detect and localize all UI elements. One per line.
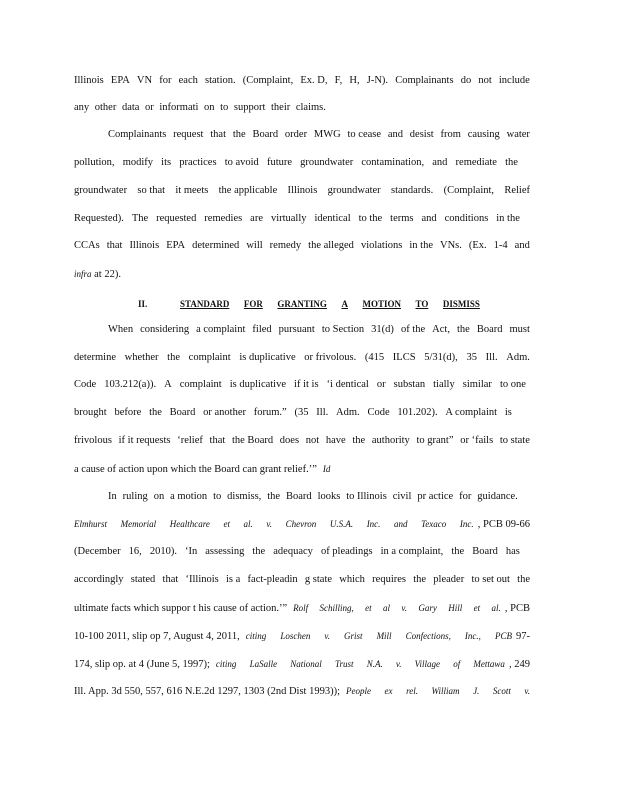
word: pleader bbox=[433, 574, 465, 585]
word: 2010). bbox=[149, 546, 177, 557]
word: order bbox=[284, 129, 308, 140]
word: is a bbox=[226, 574, 241, 585]
word: forum.” bbox=[253, 407, 287, 418]
citation-word: v. bbox=[524, 686, 530, 696]
word: or another bbox=[203, 407, 246, 418]
word: for bbox=[159, 75, 172, 86]
word: Board bbox=[472, 546, 498, 557]
citation-word: v. bbox=[395, 659, 402, 669]
word: guidance. bbox=[477, 491, 518, 502]
citation-word: Mill bbox=[376, 631, 392, 641]
text-line bbox=[74, 462, 530, 476]
word: is duplicative bbox=[229, 379, 287, 390]
word: that bbox=[106, 240, 123, 251]
word: The bbox=[131, 213, 149, 224]
text-segment: a cause of action upon which the Board can grant relief.’” bbox=[74, 464, 317, 475]
word: Illinois bbox=[129, 240, 160, 251]
text-segment: at 22). bbox=[94, 269, 121, 280]
word: EPA bbox=[166, 240, 186, 251]
heading-word: MOTION bbox=[362, 299, 401, 309]
heading-word: GRANTING bbox=[277, 299, 327, 309]
citation-text: infra bbox=[74, 269, 92, 279]
word: EPA bbox=[110, 75, 130, 86]
word: terms bbox=[390, 213, 414, 224]
word: ILCS bbox=[392, 352, 416, 363]
word: future bbox=[266, 157, 293, 168]
text-segment: , 249 bbox=[509, 659, 530, 670]
word: modify bbox=[122, 157, 154, 168]
word: is duplicative bbox=[239, 352, 296, 363]
word: Code bbox=[74, 379, 97, 390]
text-line bbox=[74, 629, 530, 643]
word: and bbox=[432, 157, 448, 168]
word: has bbox=[505, 546, 520, 557]
word: MWG bbox=[313, 129, 341, 140]
word: informati bbox=[159, 102, 199, 113]
word: standards. bbox=[390, 185, 434, 196]
word: a complaint bbox=[196, 324, 246, 335]
citation-text: Id bbox=[322, 464, 331, 474]
word: assessing bbox=[205, 546, 245, 557]
text-line bbox=[74, 684, 530, 698]
word: of the bbox=[400, 324, 426, 335]
citation-word: Inc. bbox=[459, 519, 474, 529]
word: claims. bbox=[295, 102, 326, 113]
citation-word: al. bbox=[491, 603, 501, 613]
word: Ex. D, bbox=[300, 75, 328, 86]
word: so that bbox=[137, 185, 166, 196]
word: ‘relief bbox=[177, 435, 203, 446]
word: A bbox=[164, 379, 172, 390]
word: Requested). bbox=[74, 213, 124, 224]
word: the alleged bbox=[308, 240, 354, 251]
word: accordingly bbox=[74, 574, 124, 585]
word: which bbox=[339, 574, 365, 585]
word: Ill. bbox=[316, 407, 329, 418]
word: does bbox=[279, 435, 300, 446]
word: each bbox=[178, 75, 198, 86]
word: remediate bbox=[455, 157, 497, 168]
word: similar bbox=[462, 379, 492, 390]
word: CCAs bbox=[74, 240, 100, 251]
word: determine bbox=[74, 352, 116, 363]
word: F, bbox=[334, 75, 343, 86]
citation-word: U.S.A. bbox=[329, 519, 354, 529]
citation-word: LaSalle bbox=[249, 659, 278, 669]
word: requested bbox=[156, 213, 197, 224]
word: Ill. bbox=[485, 352, 498, 363]
word: Board bbox=[285, 491, 312, 502]
citation-word: v. bbox=[266, 519, 272, 529]
word: violations bbox=[360, 240, 403, 251]
word: and bbox=[387, 129, 403, 140]
word: pursuant bbox=[278, 324, 315, 335]
word: to state bbox=[499, 435, 530, 446]
word: to cease bbox=[347, 129, 382, 140]
citation-word: J. bbox=[473, 686, 480, 696]
word: ‘i dentical bbox=[326, 379, 369, 390]
word: requires bbox=[372, 574, 406, 585]
word: (Complaint, bbox=[443, 185, 495, 196]
citation-word: Confections, bbox=[405, 631, 451, 641]
citation-word: Gary bbox=[418, 603, 437, 613]
word: A complaint bbox=[445, 407, 498, 418]
word: include bbox=[498, 75, 530, 86]
word: practices bbox=[179, 157, 217, 168]
word: on bbox=[153, 491, 165, 502]
text-line bbox=[74, 156, 518, 170]
word: tially bbox=[433, 379, 455, 390]
text-line bbox=[74, 184, 530, 198]
text-line bbox=[74, 267, 530, 281]
word: 101.202). bbox=[397, 407, 438, 418]
word: When bbox=[108, 324, 134, 335]
word: Complainants bbox=[108, 129, 167, 140]
word: or bbox=[376, 379, 386, 390]
citation-word: Memorial bbox=[120, 519, 157, 529]
heading-word: DISMISS bbox=[442, 299, 480, 309]
word: that bbox=[162, 574, 179, 585]
text-segment: 174, slip op. at 4 (June 5, 1997); bbox=[74, 659, 210, 670]
word: Illinois bbox=[287, 185, 318, 196]
section-number: II. bbox=[138, 299, 148, 309]
text-line bbox=[74, 74, 530, 88]
text-segment: , PCB 09-66 bbox=[477, 519, 530, 530]
word: from bbox=[440, 129, 461, 140]
citation-group bbox=[74, 517, 474, 531]
word: Board bbox=[252, 129, 279, 140]
text-segment: Ill. App. 3d 550, 557, 616 N.E.2d 1297, 1303 (2nd Dist 1993)); bbox=[74, 686, 340, 697]
citation-word: Chevron bbox=[285, 519, 317, 529]
word: brought bbox=[74, 407, 107, 418]
word: is bbox=[504, 407, 512, 418]
citation-word: et bbox=[365, 603, 372, 613]
word: ruling bbox=[122, 491, 148, 502]
heading-word: A bbox=[341, 299, 348, 309]
word: if it is bbox=[294, 379, 319, 390]
citation-word: Schilling, bbox=[319, 603, 354, 613]
word: remedies bbox=[204, 213, 243, 224]
word: VN bbox=[136, 75, 153, 86]
citation-word: rel. bbox=[406, 686, 418, 696]
word: their bbox=[271, 102, 291, 113]
word: fact-pleadin bbox=[247, 574, 298, 585]
text-line bbox=[74, 434, 530, 448]
word: identical bbox=[314, 213, 351, 224]
word: complaint bbox=[179, 379, 222, 390]
word: adequacy bbox=[273, 546, 313, 557]
word: authority bbox=[371, 435, 410, 446]
word: 1-4 bbox=[493, 240, 508, 251]
word: or bbox=[145, 102, 154, 113]
citation-word: N.A. bbox=[366, 659, 383, 669]
citation-word: Inc. bbox=[366, 519, 381, 529]
citation-word: Elmhurst bbox=[74, 519, 108, 529]
word: substan bbox=[393, 379, 426, 390]
citation-word: Trust bbox=[335, 659, 354, 669]
word: not bbox=[478, 75, 492, 86]
text-line bbox=[74, 573, 530, 587]
word: Board bbox=[476, 324, 503, 335]
text-line bbox=[108, 490, 518, 504]
word: have bbox=[325, 435, 346, 446]
text-line bbox=[74, 239, 530, 253]
word: to one bbox=[499, 379, 526, 390]
word: and bbox=[514, 240, 530, 251]
citation-word: Texaco bbox=[421, 519, 447, 529]
word: 5/31(d), bbox=[424, 352, 458, 363]
citation-word: v. bbox=[324, 631, 330, 641]
citation-word: of bbox=[453, 659, 461, 669]
citation-word: PCB bbox=[494, 631, 512, 641]
word: any bbox=[74, 102, 90, 113]
citation-word: al. bbox=[243, 519, 253, 529]
word: virtually bbox=[270, 213, 307, 224]
citation-word: al bbox=[383, 603, 391, 613]
word: to set out bbox=[471, 574, 510, 585]
text-line bbox=[74, 351, 530, 365]
word: to the bbox=[358, 213, 383, 224]
word: that bbox=[209, 435, 226, 446]
word: complaint bbox=[188, 352, 231, 363]
section-heading bbox=[138, 297, 480, 311]
word: Illinois bbox=[74, 75, 104, 86]
word: (December bbox=[74, 546, 121, 557]
word: to bbox=[213, 491, 222, 502]
citation-group bbox=[346, 684, 530, 698]
text-line bbox=[74, 517, 530, 531]
heading-word: FOR bbox=[243, 299, 263, 309]
citation-word: et bbox=[473, 603, 481, 613]
word: before bbox=[114, 407, 142, 418]
word: determined bbox=[192, 240, 240, 251]
word: the bbox=[267, 491, 281, 502]
word: ‘In bbox=[184, 546, 198, 557]
citation-word: citing bbox=[245, 631, 267, 641]
word: do bbox=[460, 75, 472, 86]
word: desist bbox=[409, 129, 434, 140]
citation-word: v. bbox=[401, 603, 407, 613]
citation-word: Grist bbox=[344, 631, 363, 641]
citation-group bbox=[293, 601, 501, 615]
citation-word: citing bbox=[215, 659, 237, 669]
text-line bbox=[74, 406, 512, 420]
text-line bbox=[108, 128, 530, 142]
word: groundwater bbox=[327, 185, 381, 196]
word: stated bbox=[130, 574, 156, 585]
word: in a complaint, bbox=[380, 546, 444, 557]
word: contamination, bbox=[361, 157, 425, 168]
word: looks bbox=[317, 491, 341, 502]
word: 103.212(a)). bbox=[104, 379, 157, 390]
text-line bbox=[74, 378, 526, 392]
word: VNs. bbox=[439, 240, 462, 251]
text-line bbox=[74, 212, 520, 226]
word: in the bbox=[496, 213, 520, 224]
citation-word: Loschen bbox=[280, 631, 311, 641]
word: in the bbox=[409, 240, 433, 251]
word: to avoid bbox=[224, 157, 259, 168]
word: frivolous bbox=[74, 435, 112, 446]
word: (415 bbox=[364, 352, 385, 363]
word: 31(d) bbox=[371, 324, 394, 335]
word: the bbox=[232, 129, 246, 140]
word: the bbox=[352, 435, 366, 446]
word: a motion bbox=[170, 491, 208, 502]
word: the bbox=[167, 352, 180, 363]
word: the bbox=[517, 574, 530, 585]
word: water bbox=[506, 129, 530, 140]
word: it meets bbox=[175, 185, 209, 196]
word: civil bbox=[392, 491, 412, 502]
word: whether bbox=[124, 352, 159, 363]
word: station. bbox=[205, 75, 236, 86]
text-segment: ultimate facts which suppor t his cause of action.’” bbox=[74, 603, 288, 614]
word: remedy bbox=[269, 240, 302, 251]
word: Relief bbox=[504, 185, 530, 196]
word: Adm. bbox=[336, 407, 360, 418]
word: or frivolous. bbox=[304, 352, 357, 363]
citation-word: Scott bbox=[492, 686, 511, 696]
word: or ‘fails bbox=[460, 435, 494, 446]
citation-word: et bbox=[223, 519, 230, 529]
word: and bbox=[421, 213, 437, 224]
word: pr actice bbox=[417, 491, 454, 502]
word: the bbox=[252, 546, 266, 557]
word: Code bbox=[367, 407, 390, 418]
word: causing bbox=[467, 129, 500, 140]
citation-word: Mettawa bbox=[473, 659, 505, 669]
word: J-N). bbox=[366, 75, 389, 86]
word: the Board bbox=[231, 435, 274, 446]
word: ‘Illinois bbox=[185, 574, 219, 585]
word: the bbox=[456, 324, 470, 335]
word: Board bbox=[169, 407, 196, 418]
word: support bbox=[233, 102, 266, 113]
text-segment: 97- bbox=[516, 631, 530, 642]
word: for bbox=[459, 491, 472, 502]
word: the applicable bbox=[218, 185, 278, 196]
citation-word: Hill bbox=[448, 603, 463, 613]
citation-word: and bbox=[394, 519, 408, 529]
citation-word: Village bbox=[414, 659, 440, 669]
citation-word: ex bbox=[384, 686, 393, 696]
word: (Complaint, bbox=[242, 75, 294, 86]
word: will bbox=[246, 240, 263, 251]
citation-word: Inc., bbox=[464, 631, 481, 641]
word: groundwater bbox=[300, 157, 354, 168]
word: (Ex. bbox=[468, 240, 487, 251]
word: (35 bbox=[294, 407, 309, 418]
text-segment: , PCB bbox=[504, 603, 530, 614]
citation-group bbox=[246, 629, 512, 643]
word: other bbox=[94, 102, 117, 113]
word: not bbox=[305, 435, 320, 446]
word: 35 bbox=[466, 352, 477, 363]
word: if it requests bbox=[118, 435, 171, 446]
word: conditions bbox=[444, 213, 489, 224]
word: to Illinois bbox=[346, 491, 387, 502]
section-title bbox=[180, 297, 480, 311]
word: its bbox=[161, 157, 172, 168]
citation-word: Rolf bbox=[293, 603, 309, 613]
word: dismiss, bbox=[227, 491, 262, 502]
word: g state bbox=[304, 574, 333, 585]
citation-group bbox=[216, 657, 505, 671]
word: groundwater bbox=[74, 185, 128, 196]
word: Act, bbox=[432, 324, 450, 335]
word: pollution, bbox=[74, 157, 115, 168]
word: data bbox=[121, 102, 140, 113]
text-line bbox=[108, 323, 530, 337]
text-line bbox=[74, 657, 530, 671]
word: filed bbox=[252, 324, 272, 335]
word: In bbox=[108, 491, 117, 502]
word: that bbox=[210, 129, 227, 140]
text-line bbox=[74, 601, 530, 615]
word: considering bbox=[140, 324, 190, 335]
text-line bbox=[74, 545, 520, 559]
word: are bbox=[250, 213, 263, 224]
citation-word: William bbox=[431, 686, 460, 696]
citation-word: People bbox=[346, 686, 371, 696]
word: on bbox=[204, 102, 215, 113]
word: the bbox=[149, 407, 162, 418]
word: request bbox=[173, 129, 204, 140]
word: 16, bbox=[128, 546, 142, 557]
heading-word: TO bbox=[415, 299, 429, 309]
citation-word: National bbox=[290, 659, 322, 669]
citation-word: Healthcare bbox=[169, 519, 210, 529]
word: the bbox=[413, 574, 427, 585]
word: Complainants bbox=[395, 75, 454, 86]
word: the bbox=[505, 157, 518, 168]
word: H, bbox=[349, 75, 360, 86]
word: to grant” bbox=[416, 435, 454, 446]
heading-word: STANDARD bbox=[180, 299, 230, 309]
word: must bbox=[509, 324, 530, 335]
word: to bbox=[220, 102, 229, 113]
text-segment: 10-100 2011, slip op 7, August 4, 2011, bbox=[74, 631, 240, 642]
text-line bbox=[74, 101, 326, 115]
word: Adm. bbox=[506, 352, 530, 363]
word: the bbox=[451, 546, 465, 557]
word: to Section bbox=[321, 324, 365, 335]
word: of pleadings bbox=[320, 546, 373, 557]
